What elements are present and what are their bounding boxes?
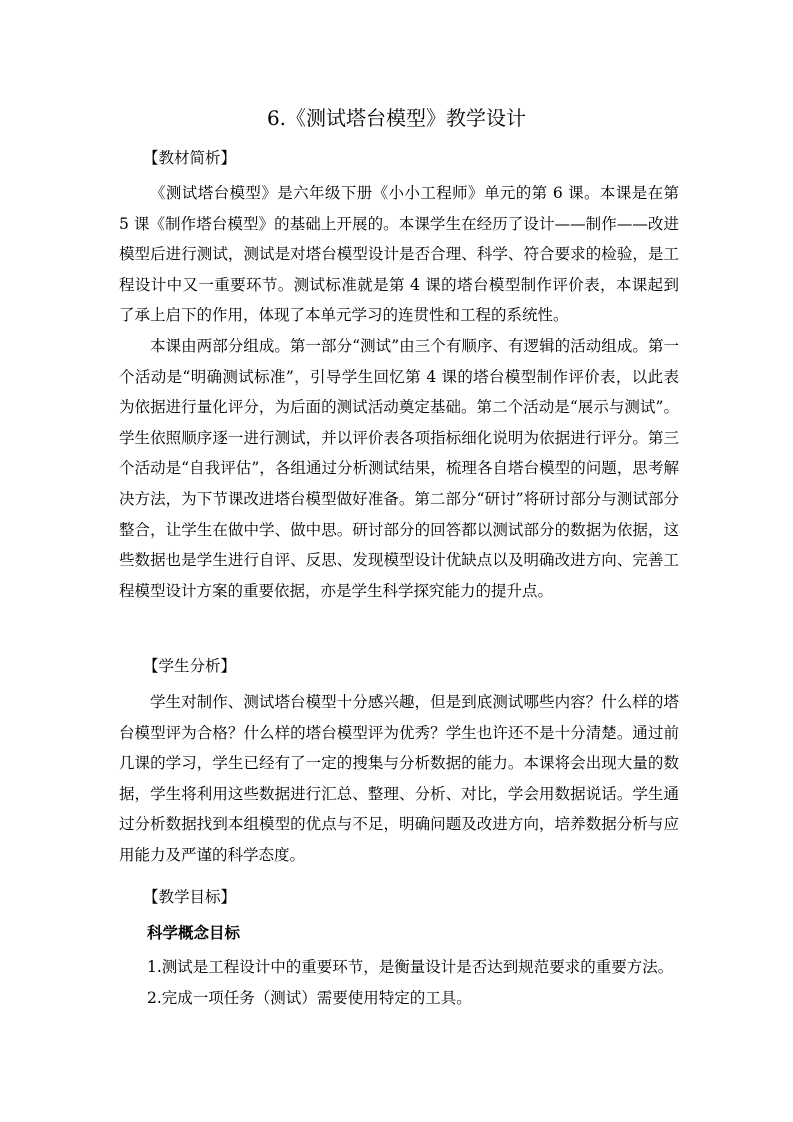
document-title: 6.《测试塔台模型》教学设计 [266,106,527,130]
section-heading-goals: 【教学目标】 [143,888,237,906]
section-heading-students: 【学生分析】 [143,657,237,675]
textbook-paragraph-2: 本课由两部分组成。第一部分“测试”由三个有顺序、有逻辑的活动组成。第一个活动是“明确测试标准”，引导学生回忆第 4 课的塔台模型制作评价表，以此表为依据进行量化评分，为后面的测试活动奠定基础。第二个活动是“展示与测试”。学生依照顺序逐一进行测试，并以评价表各项指标细化说明为依据进行评分。第三个活动是“自我评估”，各组通过分析测试结果，梳理各自塔台模型的问题，思考解决方法，为下节课改进塔台模型做好准备。第二部分“研讨”将研讨部分与测试部分整合，让学生在做中学、做中思。研讨部分的回答都以测试部分的数据为依据，这些数据也是学生进行自评、反思、发现模型设计优缺点以及明确改进方向、完善工程模型设计方案的重要依据，亦是学生科学探究能力的提升点。 [119,337,679,600]
students-paragraph: 学生对制作、测试塔台模型十分感兴趣，但是到底测试哪些内容？什么样的塔台模型评为合格？什么样的塔台模型评为优秀？学生也许还不是十分清楚。通过前几课的学习，学生已经有了一定的搜集与分析数据的能力。本课将会出现大量的数据，学生将利用这些数据进行汇总、整理、分析、对比，学会用数据说话。学生通过分析数据找到本组模型的优点与不足，明确问题及改进方向，培养数据分析与应用能力及严谨的科学态度。 [119,693,679,864]
goals-subheading: 科学概念目标 [147,923,241,942]
section-heading-textbook: 【教材简析】 [143,149,237,167]
goal-item-2: 2.完成一项任务（测试）需要使用特定的工具。 [147,989,472,1007]
goal-item-1: 1.测试是工程设计中的重要环节，是衡量设计是否达到规范要求的重要方法。 [147,958,674,976]
textbook-paragraph-1: 《测试塔台模型》是六年级下册《小小工程师》单元的第 6 课。本课是在第 5 课《制作塔台模型》的基础上开展的。本课学生在经历了设计——制作——改进模型后进行测试，测试是对塔台模型设计是否合理、科学、符合要求的检验，是工程设计中又一重要环节。测试标准就是第 4 课的塔台模型制作评价表，本课起到了承上启下的作用，体现了本单元学习的连贯性和工程的系统性。 [119,184,679,325]
